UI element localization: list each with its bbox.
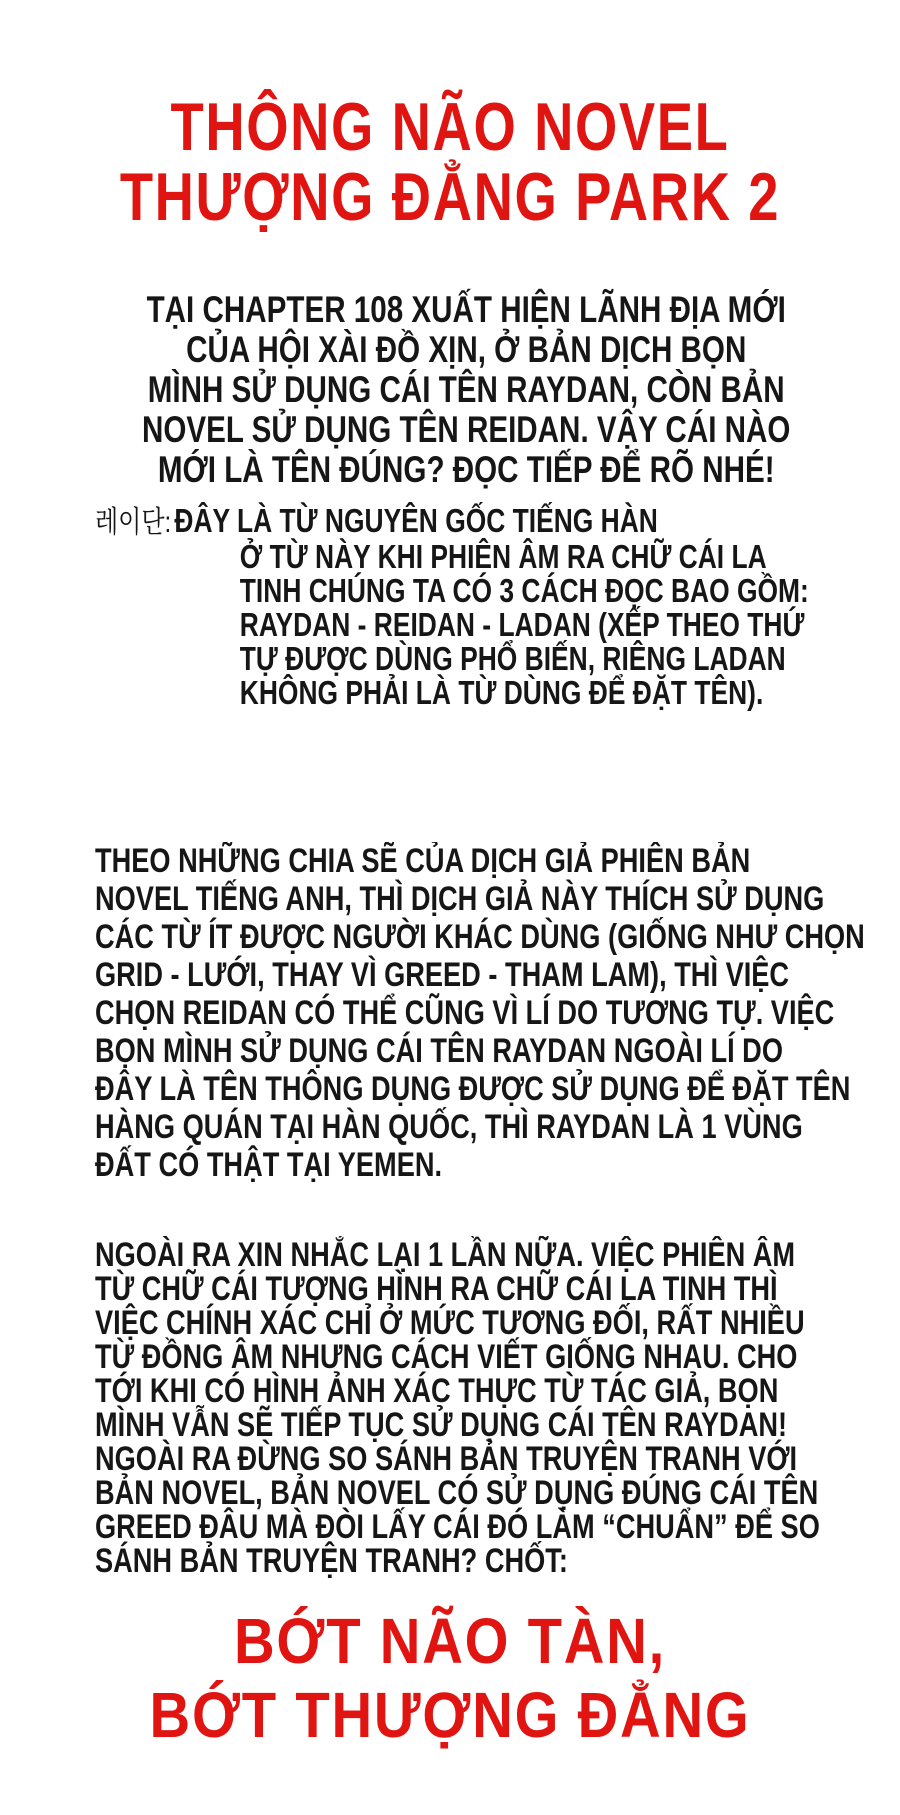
novel-translator-paragraph (95, 842, 865, 1184)
text-line: MÌNH VẪN SẼ TIẾP TỤC SỬ DỤNG CÁI TÊN RAYDAN! (95, 1406, 788, 1444)
text-line: NGOÀI RA XIN NHẮC LẠI 1 LẦN NỮA. VIỆC PHIÊN ÂM (95, 1236, 796, 1274)
page-title (90, 89, 810, 235)
korean-note-paragraph (95, 504, 837, 710)
text-line: MỚI LÀ TÊN ĐÚNG? ĐỌC TIẾP ĐỂ RÕ NHÉ! (157, 449, 775, 490)
text-line: BỚT THƯỢNG ĐẲNG (149, 1679, 751, 1751)
text-line: TỪ ĐỒNG ÂM NHƯNG CÁCH VIẾT GIỐNG NHAU. CHO (95, 1338, 798, 1376)
korean-note-first-text: ĐÂY LÀ TỪ NGUYÊN GỐC TIẾNG HÀN (174, 502, 658, 539)
text-line: SÁNH BẢN TRUYỆN TRANH? CHỐT: (95, 1542, 568, 1580)
text-line: THƯỢNG ĐẲNG PARK 2 (119, 159, 781, 235)
text-line: TỰ ĐƯỢC DÙNG PHỔ BIẾN, RIÊNG LADAN (239, 640, 786, 677)
reminder-paragraph (95, 1238, 837, 1578)
text-line: CỦA HỘI XÀI ĐỒ XỊN, Ở BẢN DỊCH BỌN (186, 329, 747, 370)
text-line: ĐÂY LÀ TÊN THÔNG DỤNG ĐƯỢC SỬ DỤNG ĐỂ ĐẶT TÊN (95, 1070, 851, 1108)
text-line: TỪ CHỮ CÁI TƯỢNG HÌNH RA CHỮ CÁI LA TINH THÌ (95, 1270, 778, 1308)
text-line: TỚI KHI CÓ HÌNH ẢNH XÁC THỰC TỪ TÁC GIẢ, BỌN (95, 1372, 779, 1410)
closing-slogan (54, 1604, 846, 1752)
text-line: ĐẤT CÓ THẬT TẠI YEMEN. (95, 1146, 443, 1184)
text-line: BỚT NÃO TÀN, (233, 1605, 667, 1677)
text-line: HÀNG QUÁN TẠI HÀN QUỐC, THÌ RAYDAN LÀ 1 VÙNG (95, 1108, 803, 1146)
text-line: TẠI CHAPTER 108 XUẤT HIỆN LÃNH ĐỊA MỚI (146, 289, 786, 330)
korean-note-first-line (95, 504, 837, 540)
text-line: Ở TỪ NÀY KHI PHIÊN ÂM RA CHỮ CÁI LA (239, 538, 767, 575)
text-line: VIỆC CHÍNH XÁC CHỈ Ở MỨC TƯƠNG ĐỐI, RẤT NHIỀU (95, 1304, 805, 1342)
intro-paragraph (95, 290, 837, 490)
text-line: BỌN MÌNH SỬ DỤNG CÁI TÊN RAYDAN NGOÀI LÍ DO (95, 1032, 783, 1070)
text-line: MÌNH SỬ DỤNG CÁI TÊN RAYDAN, CÒN BẢN (147, 369, 785, 410)
text-line: NOVEL TIẾNG ANH, THÌ DỊCH GIẢ NÀY THÍCH SỬ DỤNG (95, 880, 825, 918)
text-line: CHỌN REIDAN CÓ THỂ CŨNG VÌ LÍ DO TƯƠNG TỰ. VIỆC (95, 994, 835, 1032)
text-line: GRID - LƯỚI, THAY VÌ GREED - THAM LAM), THÌ VIỆC (95, 956, 790, 994)
text-line: NGOÀI RA ĐỪNG SO SÁNH BẢN TRUYỆN TRANH VỚI (95, 1440, 798, 1478)
text-line: NOVEL SỬ DỤNG TÊN REIDAN. VẬY CÁI NÀO (141, 409, 791, 450)
text-line: RAYDAN - REIDAN - LADAN (XẾP THEO THỨ (239, 606, 805, 643)
text-line: KHÔNG PHẢI LÀ TỪ DÙNG ĐỂ ĐẶT TÊN). (239, 674, 764, 711)
text-line: CÁC TỪ ÍT ĐƯỢC NGƯỜI KHÁC DÙNG (GIỐNG NHƯ CHỌN (95, 918, 865, 956)
text-line: BẢN NOVEL, BẢN NOVEL CÓ SỬ DỤNG ĐÚNG CÁI TÊN (95, 1474, 819, 1512)
text-line: GREED ĐÂU MÀ ĐÒI LẤY CÁI ĐÓ LÀM “CHUẨN” ĐỂ SO (95, 1508, 820, 1546)
text-line: TINH CHÚNG TA CÓ 3 CÁCH ĐỌC BAO GỒM: (239, 572, 809, 609)
korean-note-continuation (95, 540, 837, 710)
text-line: THEO NHỮNG CHIA SẼ CỦA DỊCH GIẢ PHIÊN BẢN (95, 842, 751, 880)
text-line: THÔNG NÃO NOVEL (170, 89, 730, 165)
korean-word-label: 레이단: (95, 506, 172, 539)
